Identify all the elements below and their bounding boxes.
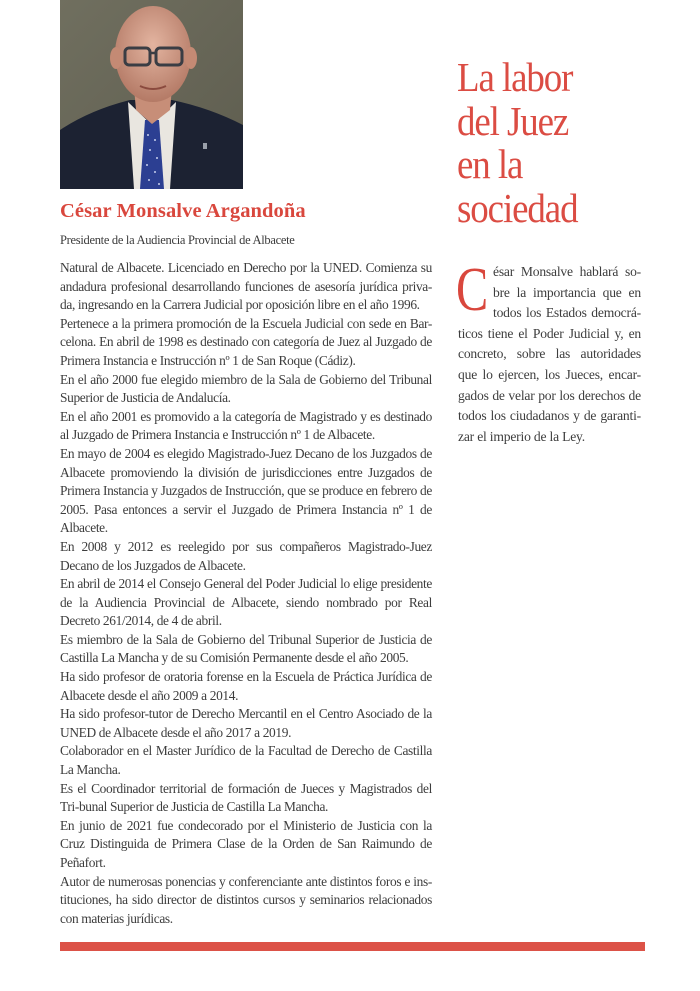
bio-paragraph: Colaborador en el Master Jurídico de la Facultad de Derecho de Castilla La Mancha. <box>60 743 432 778</box>
portrait-illustration <box>60 0 243 189</box>
bio-paragraph: Pertenece a la primera promoción de la Escuela Judicial con sede en Bar-celona. En abril de 1998 es destinado con categoría de Juez al Juzgado de Primera Instancia e Instrucción nº 1 de San Roque (Cádiz). <box>60 315 432 368</box>
bio-paragraph: Autor de numerosas ponencias y conferenciante ante distintos foros e ins-tituciones, ha sido director de distintos cursos y seminarios relacionados con materias jurídicas. <box>60 873 432 926</box>
bio-paragraph: Es miembro de la Sala de Gobierno del Tribunal Superior de Justicia de Castilla La Mancha y de su Comisión Permanente desde el año 2005. <box>60 631 432 666</box>
bio-paragraph: Es el Coordinador territorial de formación de Jueces y Magistrados del Tri-bunal Superior de Justicia de Castilla La Mancha. <box>60 780 432 815</box>
bio-paragraph: En 2008 y 2012 es reelegido por sus compañeros Magistrado-Juez Decano de los Juzgados de Albacete. <box>60 538 432 573</box>
bio-paragraph: En el año 2001 es promovido a la categoría de Magistrado y es destinado al Juzgado de Primera Instancia e Instrucción nº 1 de Albacete. <box>60 408 432 443</box>
bio-paragraph: Ha sido profesor de oratoria forense en la Escuela de Práctica Jurídica de Albacete desde el año 2009 a 2014. <box>60 669 432 703</box>
headline <box>457 56 637 230</box>
headline-line: sociedad <box>457 184 578 231</box>
intro-text: ésar Monsalve hablará so-bre la importancia que en todos los Estados democrá-ticos tiene el Poder Judicial y, en concreto, sobre las autoridades que lo ejercen, los Jueces, encar-gados de velar por los derechos de todos los ciudadanos y de garanti-zar el imperio de la Ley. <box>458 264 641 444</box>
bio-paragraph: Natural de Albacete. Licenciado en Derecho por la UNED. Comienza su andadura profesional desarrollando funciones de asesoría jurídica priva-da, ingresando en la Carrera Judicial por oposición libre en el año 1996. <box>60 260 432 313</box>
person-role: Presidente de la Audiencia Provincial de Albacete <box>60 233 295 247</box>
headline-line: en la <box>457 141 523 187</box>
headline-line: La labor <box>457 54 573 100</box>
bio-paragraph: En junio de 2021 fue condecorado por el Ministerio de Justicia con la Cruz Distinguida de Primera Clase de la Orden de San Raimundo de Peñafort. <box>60 817 432 870</box>
intro-paragraph <box>456 256 641 447</box>
person-name: César Monsalve Argandoña <box>60 200 306 222</box>
headline-line: del Juez <box>457 97 569 144</box>
bio-paragraph: En abril de 2014 el Consejo General del Poder Judicial lo elige presidente de la Audiencia Provincial de Albacete, siendo nombrado por Real Decreto 261/2014, de 4 de abril. <box>60 576 432 629</box>
drop-cap: C <box>456 256 489 324</box>
bio-paragraph: Ha sido profesor-tutor de Derecho Mercantil en el Centro Asociado de la UNED de Albacete desde el año 2017 a 2019. <box>60 706 432 740</box>
bio-paragraph: En mayo de 2004 es elegido Magistrado-Juez Decano de los Juzgados de Albacete promoviendo la división de jurisdicciones entre Juzgados de Primera Instancia y Juzgados de Instrucción, que se produce en febrero de 2005. Pasa entonces a servir el Juzgado de Primera Instancia nº 1 de Albacete. <box>60 445 432 536</box>
footer-rule <box>60 942 645 951</box>
portrait-photo <box>60 0 243 189</box>
biography <box>60 259 432 928</box>
bio-paragraph: En el año 2000 fue elegido miembro de la Sala de Gobierno del Tribunal Superior de Justicia de Andalucía. <box>60 371 432 406</box>
